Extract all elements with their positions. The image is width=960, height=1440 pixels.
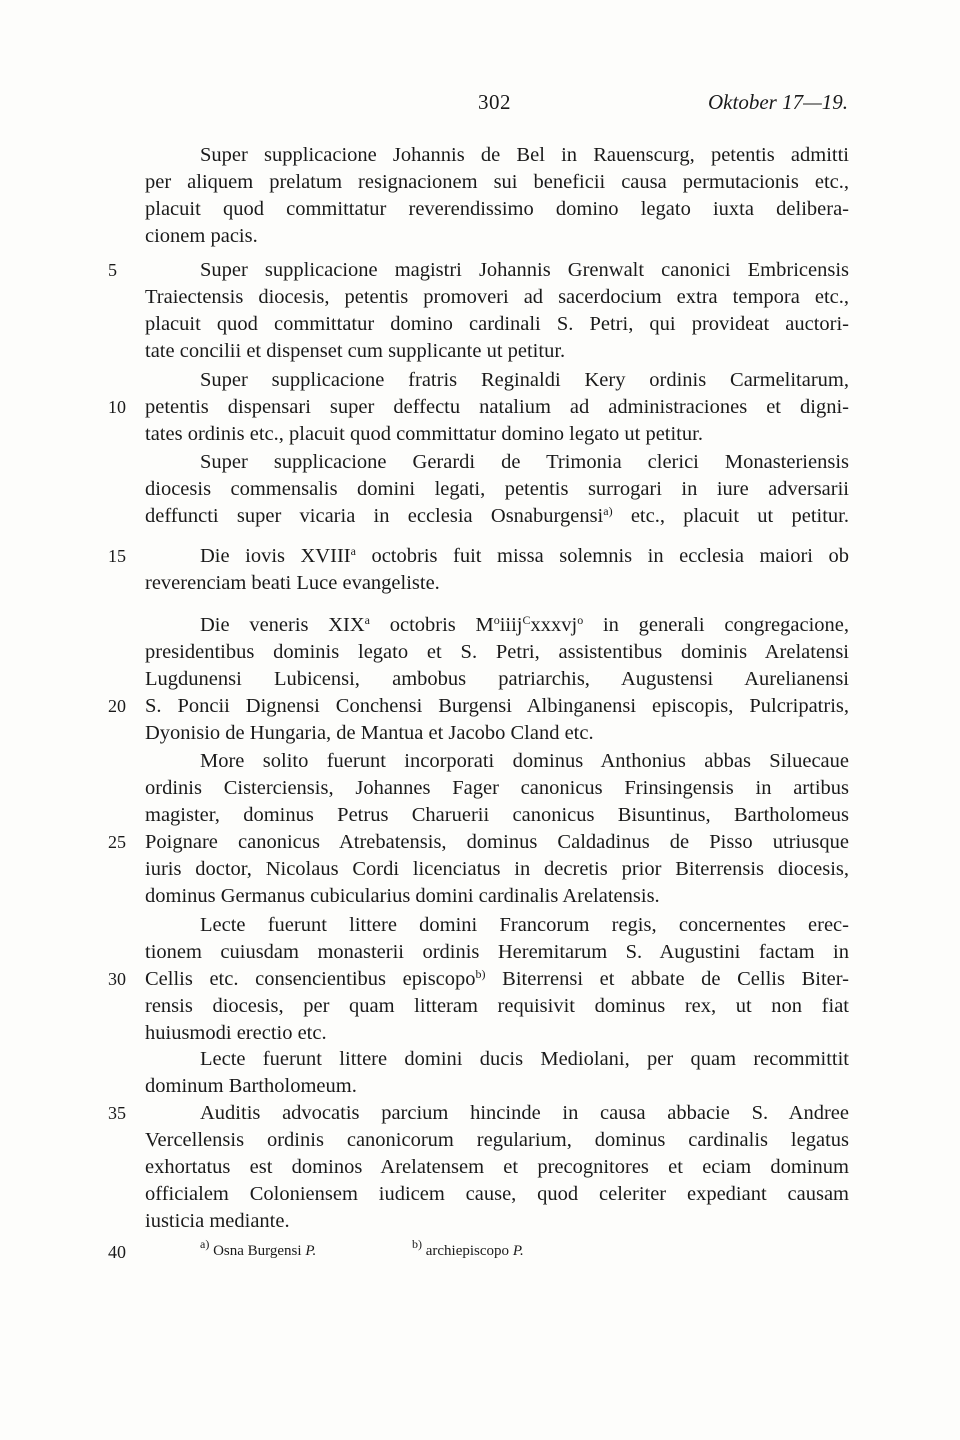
text-line: Vercellensis ordinis canonicorum regularium, dominus cardinalis legatus [145,1129,849,1151]
text-line: Super supplicacione Johannis de Bel in Rauenscurg, petentis admitti [200,144,849,166]
text-line: S. Poncii Dignensi Conchensi Burgensi Albinganensi episcopis, Pulcripatris, [145,695,849,717]
text-line: Dyonisio de Hungaria, de Mantua et Jacobo Cland etc. [145,722,594,744]
text-line: exhortatus est dominos Arelatensem et precognitores et eciam dominum [145,1156,849,1178]
text-line: Poignare canonicus Atrebatensis, dominus Caldadinus de Pisso utriusque [145,831,849,853]
footnote-b-siglum: P. [512,1243,524,1259]
text-line: placuit quod committatur domino cardinali S. Petri, qui provideat auctori- [145,313,849,335]
line-number: 40 [108,1242,126,1262]
footnote-b-mark: b) [412,1237,422,1251]
text-line: Die veneris XIX$^a$ octobris $M^oiiij^Cxxxvj^o$ in generali congregacione, [200,613,849,636]
line-number: 35 [108,1103,126,1123]
running-head: Oktober 17—19. [708,90,848,114]
text-line: petentis dispensari super deffectu natalium ad administraciones et digni- [145,396,849,418]
text-line: rensis diocesis, per quam litteram requisivit dominus rex, ut non fiat [145,995,849,1017]
line-number: 25 [108,832,126,852]
text-line: officialem Coloniensem iudicem cause, quod celeriter expediant causam [145,1183,849,1205]
text-line: cionem pacis. [145,225,258,247]
line-number: 15 [108,546,126,566]
text-line: Die iovis XVIII$^a$ octobris fuit missa solemnis in ecclesia maiori ob [200,544,850,567]
page-number: 302 [478,90,511,114]
text-line: More solito fuerunt incorporati dominus Anthonius abbas Siluecaue [200,750,849,772]
line-number: 30 [108,969,126,989]
text-line: dominum Bartholomeum. [145,1075,357,1097]
text-line: Lugdunensi Lubicensi, ambobus patriarchis, Augustensi Aurelianensi [145,668,849,690]
line-number: 20 [108,696,126,716]
text-line: magister, dominus Petrus Charuerii canonicus Bisuntinus, Bartholomeus [145,804,849,826]
page-header [0,90,960,120]
text-line: tionem cuiusdam monasterii ordinis Heremitarum S. Augustini factam in [145,941,849,963]
text-line: Lecte fuerunt littere domini Francorum regis, concernentes erec- [200,914,849,936]
text-line: Cellis etc. consencientibus episcopo$^{b)}$ Biterrensi et abbate de Cellis Biter- [145,967,850,990]
line-number: 10 [108,397,126,417]
text-line: diocesis commensalis domini legati, petentis surrogari in iure adversarii [145,478,849,500]
text-line: Super supplicacione fratris Reginaldi Kery ordinis Carmelitarum, [200,369,849,391]
text-line: tates ordinis etc., placuit quod committatur domino legato ut petitur. [145,423,703,445]
text-line: Auditis advocatis parcium hincinde in causa abbacie S. Andree [200,1102,849,1124]
text-line: per aliquem prelatum resignacionem sui beneficii causa permutacionis etc., [145,171,849,193]
footnote-a [200,1239,316,1263]
text-line: placuit quod committatur reverendissimo domino legato iuxta delibera- [145,198,849,220]
text-line: ordinis Cisterciensis, Johannes Fager canonicus Frinsingensis in artibus [145,777,849,799]
text-line: presidentibus dominis legato et S. Petri, assistentibus dominis Arelatensi [145,641,849,663]
text-line: reverenciam beati Luce evangeliste. [145,572,440,594]
text-line: tate concilii et dispenset cum supplicante ut petitur. [145,340,566,362]
text-line: iuris doctor, Nicolaus Cordi licenciatus in decretis prior Biterrensis diocesis, [145,858,849,880]
line-number: 5 [108,260,117,280]
text-line: iusticia mediante. [145,1210,290,1232]
text-line: Super supplicacione Gerardi de Trimonia clerici Monasteriensis [200,451,849,473]
text-line: deffuncti super vicaria in ecclesia Osnaburgensi$^{a)}$ etc., placuit ut petitur. [145,504,849,527]
footnote-a-text: Osna Burgensi [213,1243,302,1259]
footnote-a-mark: a) [200,1237,210,1251]
text-line: Lecte fuerunt littere domini ducis Mediolani, per quam recommittit [200,1048,849,1070]
text-line: dominus Germanus cubicularius domini cardinalis Arelatensis. [145,885,660,907]
text-line: Super supplicacione magistri Johannis Grenwalt canonici Embricensis [200,259,849,281]
footnote-b-text: archiepiscopo [425,1243,510,1259]
text-line: huiusmodi erectio etc. [145,1022,327,1044]
text-line: Traiectensis diocesis, petentis promoveri ad sacerdocium extra tempora etc., [145,286,849,308]
footnote-b [412,1239,524,1263]
footnote-a-siglum: P. [305,1243,317,1259]
